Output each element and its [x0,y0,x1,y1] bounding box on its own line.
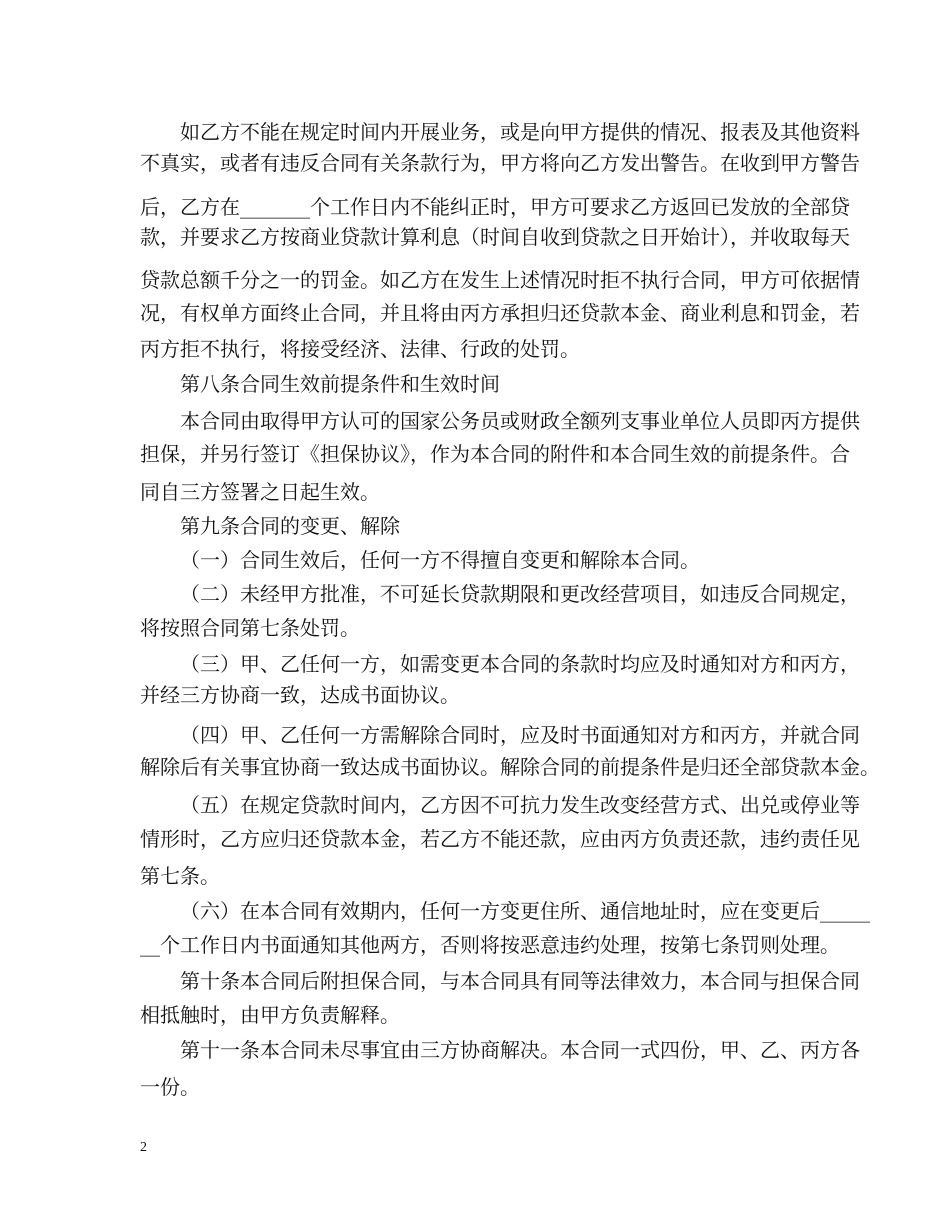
clause-line: （五）在规定贷款时间内，乙方因不可抗力发生改变经营方式、出兑或停业等 [180,793,860,817]
paragraph-line: 不真实，或者有违反合同有关条款行为，甲方将向乙方发出警告。在收到甲方警告 [140,151,860,175]
paragraph-line: 担保，并另行签订《担保协议》，作为本合同的附件和本合同生效的前提条件。合 [140,442,850,466]
paragraph-line: 贷款总额千分之一的罚金。如乙方在发生上述情况时拒不执行合同，甲方可依据情 [140,268,860,292]
clause-line: 第七条。 [140,864,220,888]
paragraph-line: 款，并要求乙方按商业贷款计算利息（时间自收到贷款之日开始计），并收取每天 [140,225,850,249]
clause-line: （六）在本合同有效期内，任何一方变更住所、通信地址时，应在变更后_____ [180,899,870,923]
paragraph-line: 况，有权单方面终止合同，并且将由丙方承担归还贷款本金、商业利息和罚金，若 [140,301,860,325]
paragraph-line: 后，乙方在_______个工作日内不能纠正时，甲方可要求乙方返回已发放的全部贷 [140,195,850,219]
clause-line: 并经三方协商一致，达成书面协议。 [140,683,460,707]
clause-line: （四）甲、乙任何一方需解除合同时，应及时书面通知对方和丙方，并就合同 [180,723,860,747]
article-heading-8: 第八条合同生效前提条件和生效时间 [180,372,500,396]
article-line: 第十条本合同后附担保合同，与本合同具有同等法律效力，本合同与担保合同 [180,969,860,993]
paragraph-line: 丙方拒不执行，将接受经济、法律、行政的处罚。 [140,337,580,361]
article-line: 相抵触时，由甲方负责解释。 [140,1003,400,1027]
clause-line: 情形时，乙方应归还贷款本金，若乙方不能还款，应由丙方负责还款，违约责任见 [140,827,860,851]
article-line: 一份。 [140,1075,200,1099]
clause-line: （一）合同生效后，任何一方不得擅自变更和解除本合同。 [180,548,700,572]
clause-line: __个工作日内书面通知其他两方，否则将按恶意违约处理，按第七条罚则处理。 [140,933,840,957]
clause-line: 解除后有关事宜协商一致达成书面协议。解除合同的前提条件是归还全部贷款本金。 [140,755,880,779]
page-number: 2 [140,1140,147,1155]
article-heading-9: 第九条合同的变更、解除 [180,514,400,538]
clause-line: 将按照合同第七条处罚。 [140,616,360,640]
article-line: 第十一条本合同未尽事宜由三方协商解决。本合同一式四份，甲、乙、丙方各 [180,1038,860,1062]
paragraph-line: 如乙方不能在规定时间内开展业务，或是向甲方提供的情况、报表及其他资料 [180,120,860,144]
paragraph-line: 同自三方签署之日起生效。 [140,480,380,504]
paragraph-line: 本合同由取得甲方认可的国家公务员或财政全额列支事业单位人员即丙方提供 [180,409,860,433]
clause-line: （二）未经甲方批准，不可延长贷款期限和更改经营项目，如违反合同规定， [180,582,860,606]
clause-line: （三）甲、乙任何一方，如需变更本合同的条款时均应及时通知对方和丙方， [180,652,860,676]
